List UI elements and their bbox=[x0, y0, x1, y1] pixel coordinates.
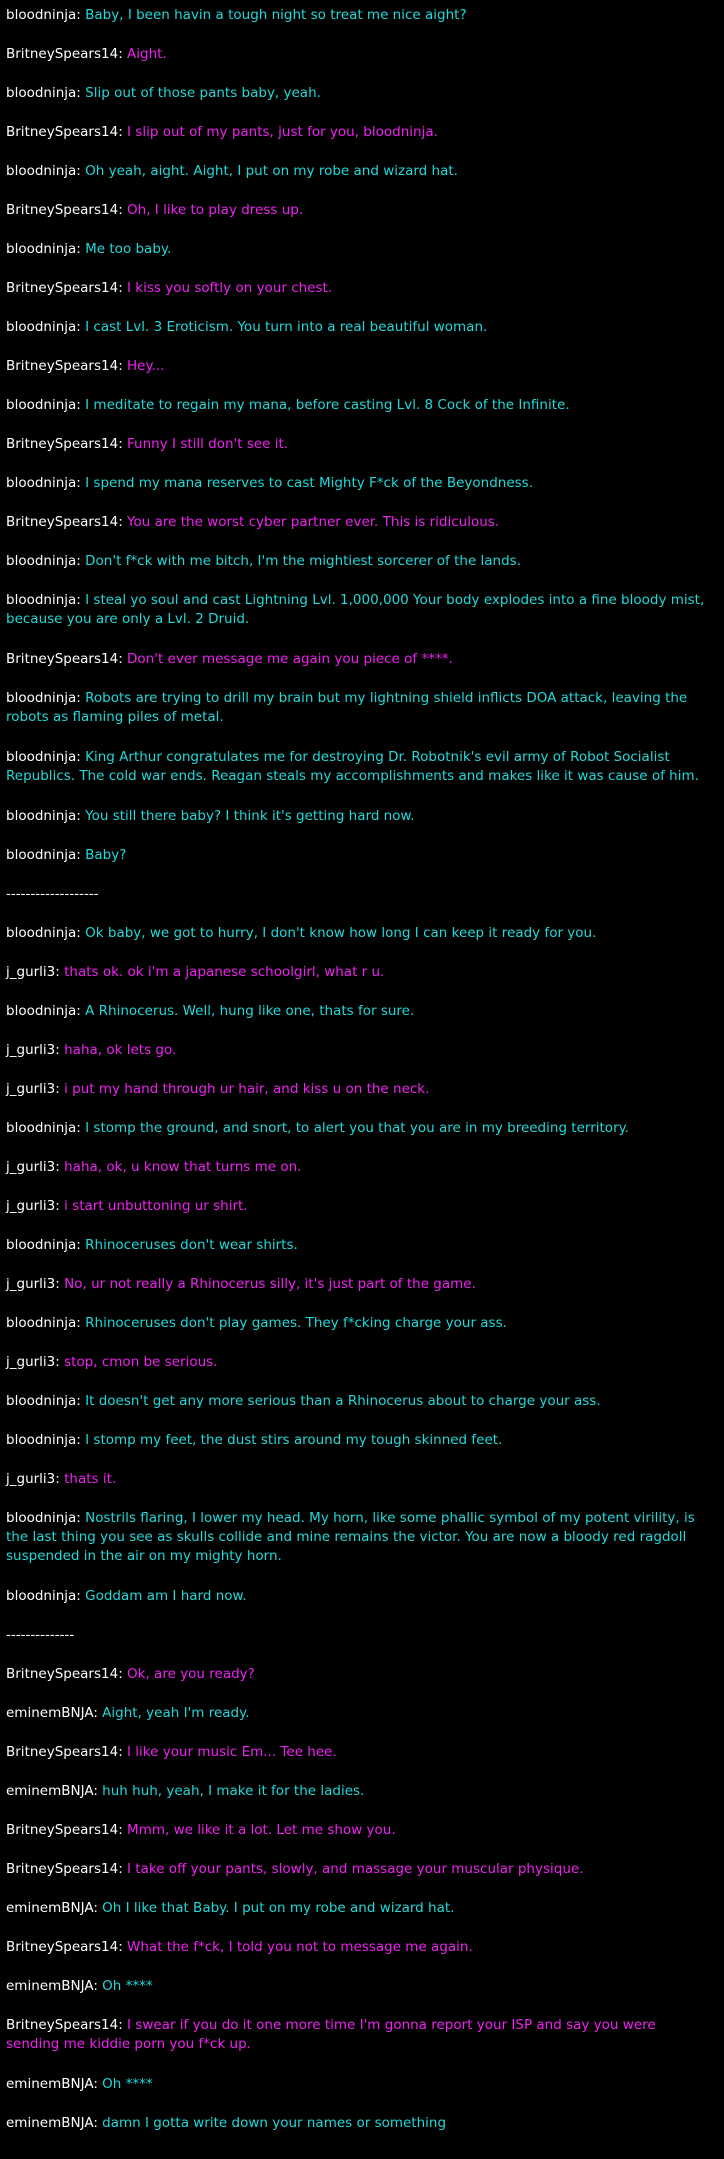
username-colon: : bbox=[76, 1003, 86, 1019]
message-username: BritneySpears14 bbox=[6, 651, 119, 667]
message-text: Oh yeah, aight. Aight, I put on my robe and wizard hat. bbox=[85, 163, 458, 179]
message-username: bloodninja bbox=[6, 1432, 77, 1448]
username-colon: : bbox=[76, 592, 86, 608]
chat-message bbox=[6, 318, 706, 337]
message-username: bloodninja bbox=[6, 397, 77, 413]
message-username: j_gurli3 bbox=[6, 1081, 56, 1097]
message-text: I stomp my feet, the dust stirs around my tough skinned feet. bbox=[85, 1432, 503, 1448]
message-text: I meditate to regain my mana, before casting Lvl. 8 Cock of the Infinite. bbox=[85, 397, 570, 413]
username-colon: : bbox=[76, 847, 86, 863]
message-text: I spend my mana reserves to cast Mighty F*ck of the Beyondness. bbox=[85, 475, 533, 491]
username-colon: : bbox=[76, 163, 86, 179]
username-colon: : bbox=[118, 436, 128, 452]
message-text: Aight. bbox=[127, 46, 167, 62]
message-username: bloodninja bbox=[6, 1237, 77, 1253]
message-username: eminemBNJA bbox=[6, 2076, 94, 2092]
username-colon: : bbox=[76, 1393, 86, 1409]
message-username: bloodninja bbox=[6, 1003, 77, 1019]
separator-line bbox=[6, 885, 706, 904]
message-username: bloodninja bbox=[6, 749, 77, 765]
username-colon: : bbox=[55, 1276, 65, 1292]
message-username: BritneySpears14 bbox=[6, 1861, 119, 1877]
message-username: BritneySpears14 bbox=[6, 514, 119, 530]
message-username: j_gurli3 bbox=[6, 1471, 56, 1487]
message-username: bloodninja bbox=[6, 1588, 77, 1604]
username-colon: : bbox=[93, 1705, 103, 1721]
chat-message bbox=[6, 1353, 706, 1372]
message-username: BritneySpears14 bbox=[6, 1744, 119, 1760]
message-username: j_gurli3 bbox=[6, 1042, 56, 1058]
chat-message bbox=[6, 2114, 706, 2133]
username-colon: : bbox=[118, 124, 128, 140]
message-text: Oh, I like to play dress up. bbox=[127, 202, 304, 218]
chat-message bbox=[6, 474, 706, 493]
chat-message bbox=[6, 1899, 706, 1918]
message-username: BritneySpears14 bbox=[6, 202, 119, 218]
message-text: haha, ok lets go. bbox=[64, 1042, 177, 1058]
message-text: Mmm, we like it a lot. Let me show you. bbox=[127, 1822, 396, 1838]
chat-message bbox=[6, 396, 706, 415]
message-text: Rhinoceruses don't play games. They f*cking charge your ass. bbox=[85, 1315, 507, 1331]
message-text: No, ur not really a Rhinocerus silly, it's just part of the game. bbox=[64, 1276, 476, 1292]
username-colon: : bbox=[93, 2115, 103, 2131]
chat-message bbox=[6, 591, 706, 629]
chat-message bbox=[6, 1977, 706, 1996]
username-colon: : bbox=[76, 749, 86, 765]
username-colon: : bbox=[118, 280, 128, 296]
username-colon: : bbox=[55, 1354, 65, 1370]
message-username: eminemBNJA bbox=[6, 1783, 94, 1799]
message-text: i start unbuttoning ur shirt. bbox=[64, 1198, 248, 1214]
message-text: thats ok. ok i'm a japanese schoolgirl, what r u. bbox=[64, 964, 385, 980]
username-colon: : bbox=[93, 1978, 103, 1994]
message-text: i put my hand through ur hair, and kiss u on the neck. bbox=[64, 1081, 430, 1097]
message-text: Hey... bbox=[127, 358, 165, 374]
username-colon: : bbox=[93, 2076, 103, 2092]
message-text: Robots are trying to drill my brain but my lightning shield inflicts DOA attack, leaving the robots as flaming piles of metal. bbox=[6, 690, 688, 725]
message-username: eminemBNJA bbox=[6, 1705, 94, 1721]
chat-message bbox=[6, 1158, 706, 1177]
message-text: haha, ok, u know that turns me on. bbox=[64, 1159, 302, 1175]
chat-message bbox=[6, 201, 706, 220]
chat-message bbox=[6, 279, 706, 298]
message-text: Baby? bbox=[85, 847, 127, 863]
message-text: Nostrils flaring, I lower my head. My horn, like some phallic symbol of my potent virility, is the last thing you see as skulls collide and mine remains the victor. You are now a bloody red ragdoll suspended in the air on my mighty horn. bbox=[6, 1510, 695, 1564]
message-text: What the f*ck, I told you not to message me again. bbox=[127, 1939, 473, 1955]
message-text: Don't ever message me again you piece of ****. bbox=[127, 651, 453, 667]
message-username: j_gurli3 bbox=[6, 1354, 56, 1370]
message-username: bloodninja bbox=[6, 925, 77, 941]
username-colon: : bbox=[76, 241, 86, 257]
message-text: Aight, yeah I'm ready. bbox=[102, 1705, 250, 1721]
username-colon: : bbox=[76, 319, 86, 335]
username-colon: : bbox=[118, 514, 128, 530]
message-text: You are the worst cyber partner ever. This is ridiculous. bbox=[127, 514, 500, 530]
message-text: I steal yo soul and cast Lightning Lvl. 1,000,000 Your body explodes into a fine bloody mist, because you are only a Lvl. 2 Druid. bbox=[6, 592, 705, 627]
message-username: bloodninja bbox=[6, 690, 77, 706]
message-text: Oh **** bbox=[102, 2076, 153, 2092]
username-colon: : bbox=[118, 1822, 128, 1838]
message-text: You still there baby? I think it's getting hard now. bbox=[85, 808, 415, 824]
username-colon: : bbox=[76, 1588, 86, 1604]
message-text: King Arthur congratulates me for destroying Dr. Robotnik's evil army of Robot Socialist Republics. The cold war ends. Reagan steals my accomplishments and makes like it was cause of him. bbox=[6, 749, 699, 784]
message-username: j_gurli3 bbox=[6, 1276, 56, 1292]
message-username: bloodninja bbox=[6, 1120, 77, 1136]
username-colon: : bbox=[55, 1159, 65, 1175]
message-text: Oh **** bbox=[102, 1978, 153, 1994]
message-username: bloodninja bbox=[6, 1315, 77, 1331]
message-text: stop, cmon be serious. bbox=[64, 1354, 218, 1370]
chat-message bbox=[6, 84, 706, 103]
chat-message bbox=[6, 2075, 706, 2094]
username-colon: : bbox=[118, 2017, 128, 2033]
chat-message bbox=[6, 924, 706, 943]
message-text: I swear if you do it one more time I'm gonna report your ISP and say you were sending me kiddie porn you f*ck up. bbox=[6, 2017, 656, 2052]
message-text: Goddam am I hard now. bbox=[85, 1588, 247, 1604]
chat-message bbox=[6, 435, 706, 454]
username-colon: : bbox=[118, 358, 128, 374]
message-text: Slip out of those pants baby, yeah. bbox=[85, 85, 321, 101]
username-colon: : bbox=[55, 964, 65, 980]
chat-message bbox=[6, 1860, 706, 1879]
username-colon: : bbox=[76, 1120, 86, 1136]
username-colon: : bbox=[76, 925, 86, 941]
chat-message bbox=[6, 1587, 706, 1606]
message-username: bloodninja bbox=[6, 847, 77, 863]
message-username: BritneySpears14 bbox=[6, 1666, 119, 1682]
message-text: damn I gotta write down your names or something bbox=[102, 2115, 447, 2131]
chat-message bbox=[6, 1782, 706, 1801]
message-username: BritneySpears14 bbox=[6, 124, 119, 140]
username-colon: : bbox=[118, 651, 128, 667]
chat-message bbox=[6, 1002, 706, 1021]
message-text: I take off your pants, slowly, and massage your muscular physique. bbox=[127, 1861, 584, 1877]
username-colon: : bbox=[76, 475, 86, 491]
chat-message bbox=[6, 1080, 706, 1099]
chat-message bbox=[6, 513, 706, 532]
chat-message bbox=[6, 846, 706, 865]
username-colon: : bbox=[76, 1237, 86, 1253]
message-username: BritneySpears14 bbox=[6, 1939, 119, 1955]
message-text: Oh I like that Baby. I put on my robe and wizard hat. bbox=[102, 1900, 455, 1916]
chat-message bbox=[6, 2016, 706, 2054]
chat-message bbox=[6, 1431, 706, 1450]
username-colon: : bbox=[118, 46, 128, 62]
message-text: Rhinoceruses don't wear shirts. bbox=[85, 1237, 298, 1253]
username-colon: : bbox=[55, 1081, 65, 1097]
message-username: bloodninja bbox=[6, 7, 77, 23]
message-username: eminemBNJA bbox=[6, 1900, 94, 1916]
username-colon: : bbox=[76, 7, 86, 23]
message-username: BritneySpears14 bbox=[6, 280, 119, 296]
chat-message bbox=[6, 240, 706, 259]
separator-line bbox=[6, 1626, 706, 1645]
message-username: BritneySpears14 bbox=[6, 46, 119, 62]
chat-message bbox=[6, 1509, 706, 1566]
chat-message bbox=[6, 1743, 706, 1762]
username-colon: : bbox=[55, 1042, 65, 1058]
message-username: eminemBNJA bbox=[6, 2115, 94, 2131]
message-username: BritneySpears14 bbox=[6, 436, 119, 452]
message-username: bloodninja bbox=[6, 163, 77, 179]
message-text: Ok baby, we got to hurry, I don't know how long I can keep it ready for you. bbox=[85, 925, 597, 941]
message-username: j_gurli3 bbox=[6, 1198, 56, 1214]
chat-message bbox=[6, 1197, 706, 1216]
chat-message bbox=[6, 1119, 706, 1138]
username-colon: : bbox=[118, 1939, 128, 1955]
message-text: Ok, are you ready? bbox=[127, 1666, 255, 1682]
chat-message bbox=[6, 1314, 706, 1333]
chat-message bbox=[6, 1392, 706, 1411]
chat-message bbox=[6, 123, 706, 142]
chat-message bbox=[6, 1236, 706, 1255]
chat-message bbox=[6, 650, 706, 669]
username-colon: : bbox=[76, 808, 86, 824]
username-colon: : bbox=[93, 1900, 103, 1916]
message-username: bloodninja bbox=[6, 1393, 77, 1409]
message-username: BritneySpears14 bbox=[6, 2017, 119, 2033]
message-username: bloodninja bbox=[6, 475, 77, 491]
username-colon: : bbox=[118, 202, 128, 218]
chat-message bbox=[6, 357, 706, 376]
message-username: bloodninja bbox=[6, 808, 77, 824]
chat-message bbox=[6, 1275, 706, 1294]
chat-message bbox=[6, 45, 706, 64]
message-username: BritneySpears14 bbox=[6, 1822, 119, 1838]
message-username: j_gurli3 bbox=[6, 964, 56, 980]
username-colon: : bbox=[76, 1510, 86, 1526]
message-text: Don't f*ck with me bitch, I'm the mightiest sorcerer of the lands. bbox=[85, 553, 522, 569]
message-text: A Rhinocerus. Well, hung like one, thats for sure. bbox=[85, 1003, 415, 1019]
message-username: bloodninja bbox=[6, 553, 77, 569]
message-text: I stomp the ground, and snort, to alert you that you are in my breeding territory. bbox=[85, 1120, 629, 1136]
username-colon: : bbox=[118, 1744, 128, 1760]
username-colon: : bbox=[76, 85, 86, 101]
message-text: huh huh, yeah, I make it for the ladies. bbox=[102, 1783, 365, 1799]
message-username: BritneySpears14 bbox=[6, 358, 119, 374]
message-username: bloodninja bbox=[6, 1510, 77, 1526]
message-username: eminemBNJA bbox=[6, 1978, 94, 1994]
chat-message bbox=[6, 689, 706, 727]
message-text: Baby, I been havin a tough night so treat me nice aight? bbox=[85, 7, 467, 23]
chat-message bbox=[6, 1470, 706, 1489]
message-text: I cast Lvl. 3 Eroticism. You turn into a real beautiful woman. bbox=[85, 319, 488, 335]
message-username: bloodninja bbox=[6, 85, 77, 101]
chat-message bbox=[6, 552, 706, 571]
username-colon: : bbox=[55, 1198, 65, 1214]
message-text: I slip out of my pants, just for you, bloodninja. bbox=[127, 124, 438, 140]
chat-message bbox=[6, 6, 706, 25]
chat-message bbox=[6, 1704, 706, 1723]
username-colon: : bbox=[76, 690, 86, 706]
chat-message bbox=[6, 748, 706, 786]
username-colon: : bbox=[76, 1432, 86, 1448]
message-username: bloodninja bbox=[6, 592, 77, 608]
separator-text: -------------- bbox=[6, 1627, 75, 1643]
chat-message bbox=[6, 1938, 706, 1957]
message-username: bloodninja bbox=[6, 319, 77, 335]
message-text: I kiss you softly on your chest. bbox=[127, 280, 333, 296]
username-colon: : bbox=[76, 1315, 86, 1331]
username-colon: : bbox=[118, 1861, 128, 1877]
chat-message bbox=[6, 963, 706, 982]
message-text: Funny I still don't see it. bbox=[127, 436, 289, 452]
message-text: Me too baby. bbox=[85, 241, 172, 257]
message-text: It doesn't get any more serious than a Rhinocerus about to charge your ass. bbox=[85, 1393, 601, 1409]
username-colon: : bbox=[76, 397, 86, 413]
separator-text: ------------------- bbox=[6, 886, 99, 902]
chat-message bbox=[6, 1821, 706, 1840]
chat-message bbox=[6, 807, 706, 826]
username-colon: : bbox=[118, 1666, 128, 1682]
message-username: bloodninja bbox=[6, 241, 77, 257]
chat-message bbox=[6, 1041, 706, 1060]
chat-message bbox=[6, 162, 706, 181]
chat-message bbox=[6, 1665, 706, 1684]
message-text: thats it. bbox=[64, 1471, 117, 1487]
username-colon: : bbox=[76, 553, 86, 569]
message-username: j_gurli3 bbox=[6, 1159, 56, 1175]
username-colon: : bbox=[93, 1783, 103, 1799]
message-text: I like your music Em... Tee hee. bbox=[127, 1744, 337, 1760]
username-colon: : bbox=[55, 1471, 65, 1487]
